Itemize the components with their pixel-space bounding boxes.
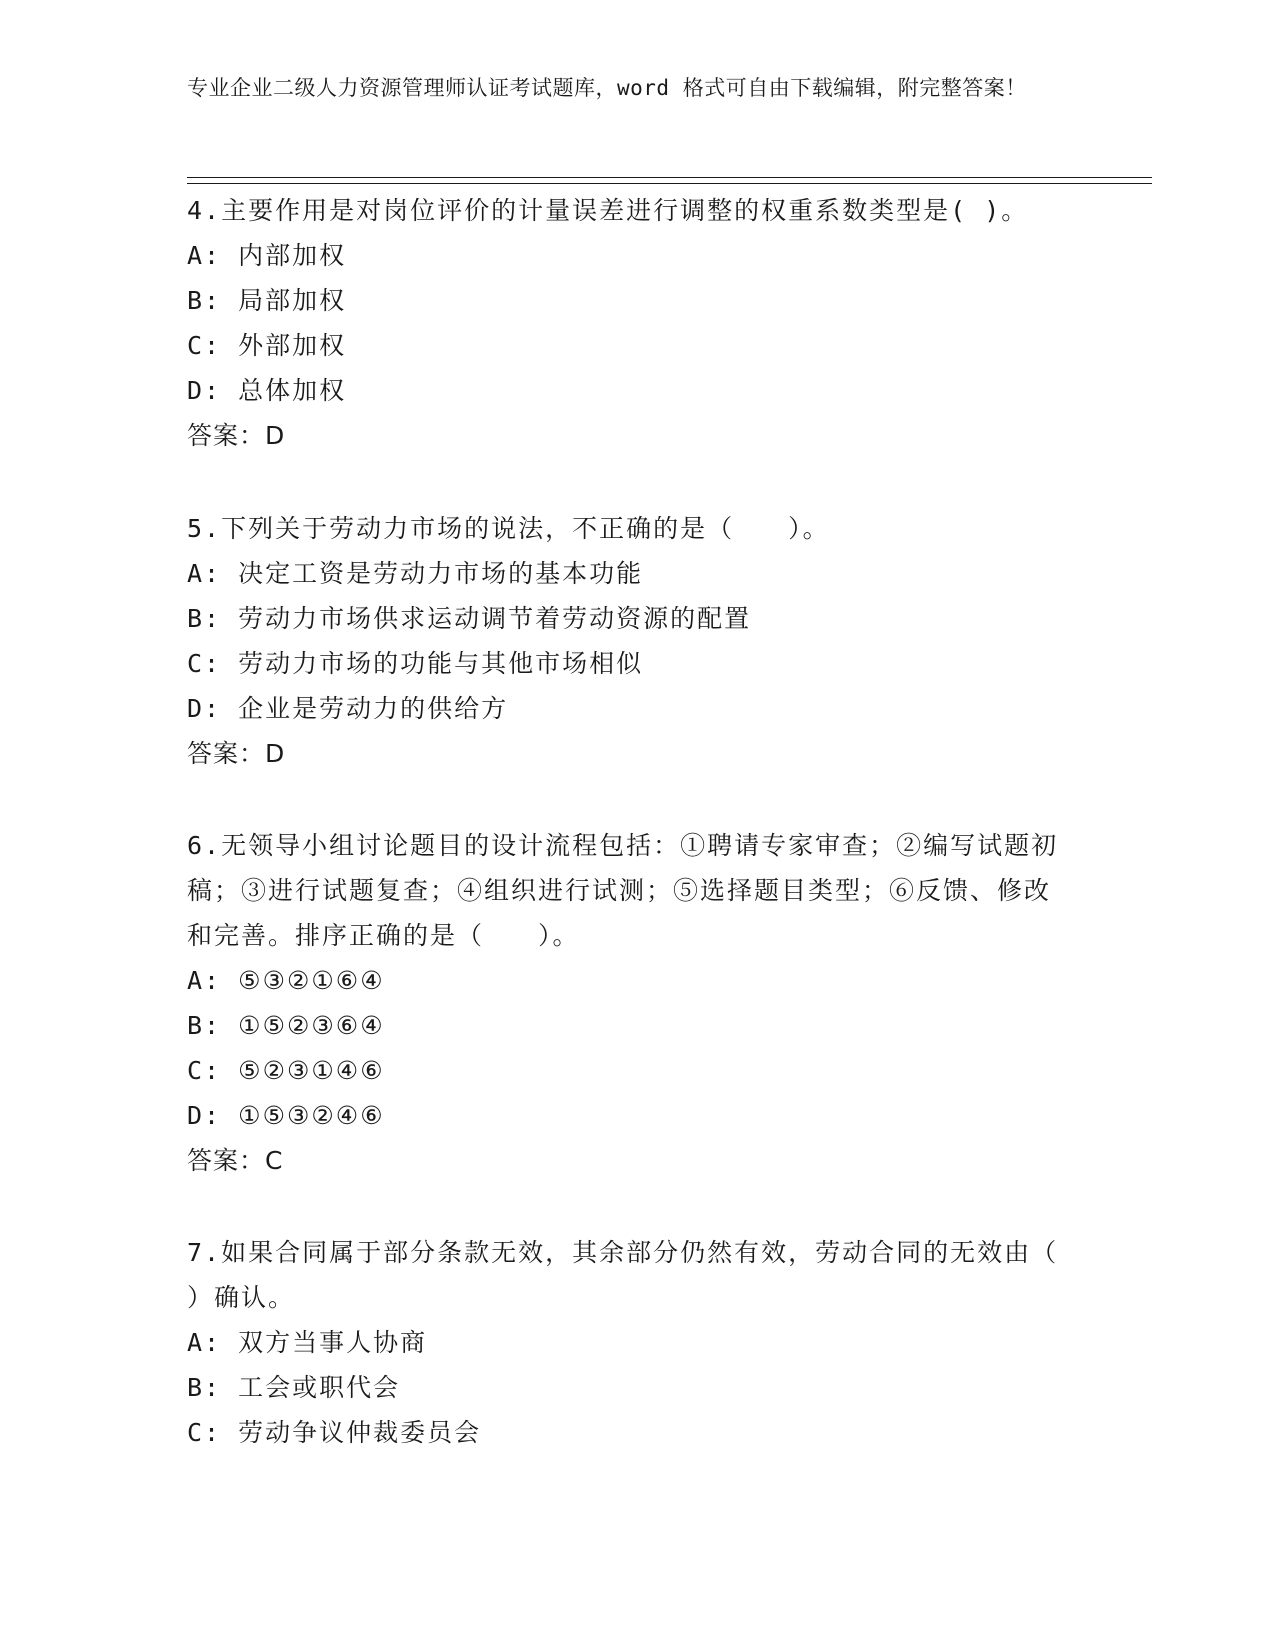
option-d: D: 企业是劳动力的供给方 [187,694,509,723]
question-text: 4.主要作用是对岗位评价的计量误差进行调整的权重系数类型是( )。 [187,196,1029,225]
option-b: B: 工会或职代会 [187,1373,401,1402]
header-divider [187,177,1152,184]
option-b: B: ①⑤②③⑥④ [187,1011,385,1040]
option-d: D: 总体加权 [187,376,347,405]
question-4 [187,188,1067,458]
option-c: C: 外部加权 [187,331,347,360]
option-a: A: 双方当事人协商 [187,1328,428,1357]
question-5 [187,506,1067,776]
answer: 答案：D [187,739,286,768]
option-b: B: 局部加权 [187,286,347,315]
option-c: C: ⑤②③①④⑥ [187,1056,385,1085]
answer: 答案：C [187,1146,284,1175]
answer: 答案：D [187,421,286,450]
option-a: A: 内部加权 [187,241,347,270]
page-header: 专业企业二级人力资源管理师认证考试题库，word 格式可自由下载编辑，附完整答案！ [187,76,1027,100]
option-b: B: 劳动力市场供求运动调节着劳动资源的配置 [187,604,752,633]
question-7 [187,1230,1067,1455]
option-c: C: 劳动力市场的功能与其他市场相似 [187,649,644,678]
option-a: A: 决定工资是劳动力市场的基本功能 [187,559,644,588]
question-6 [187,823,1067,1183]
option-c: C: 劳动争议仲裁委员会 [187,1418,482,1447]
option-a: A: ⑤③②①⑥④ [187,966,385,995]
question-text: 6.无领导小组讨论题目的设计流程包括：①聘请专家审查；②编写试题初稿；③进行试题复查；④组织进行试测；⑤选择题目类型；⑥反馈、修改和完善。排序正确的是（ ）。 [187,831,1059,950]
option-d: D: ①⑤③②④⑥ [187,1101,385,1130]
question-text: 5.下列关于劳动力市场的说法，不正确的是（ ）。 [187,514,830,543]
question-text: 7.如果合同属于部分条款无效，其余部分仍然有效，劳动合同的无效由（ ）确认。 [187,1238,1059,1312]
